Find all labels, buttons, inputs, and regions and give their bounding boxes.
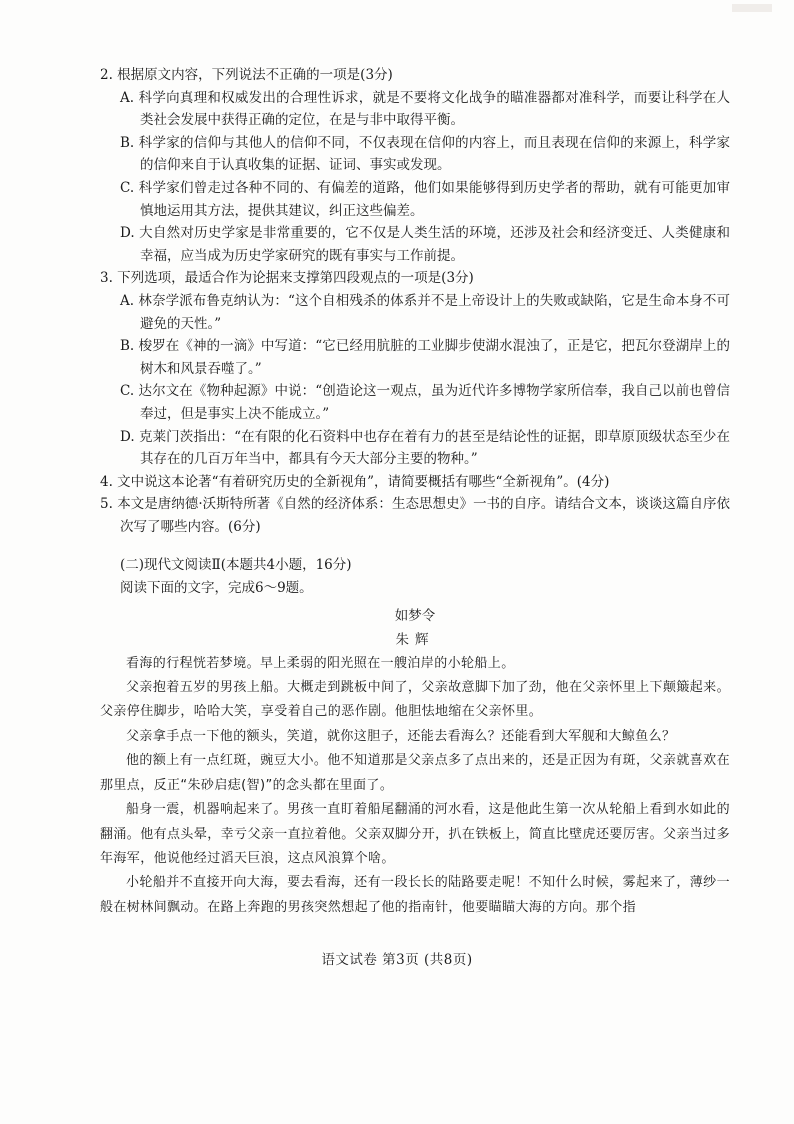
- question-3-stem: 3. 下列选项，最适合作为论据来支撑第四段观点的一项是(3分): [100, 270, 474, 287]
- question-4: 4. 文中说这本论著“有着研究历史的全新视角”，请简要概括有哪些“全新视角”。(4分): [100, 473, 610, 490]
- article-author: 朱辉: [395, 631, 435, 648]
- question-3-option-a: A. 林奈学派布鲁克纳认为：“这个自相残杀的体系并不是上帝设计上的失败或缺陷，它是生命本身不可避免的天性。”: [120, 292, 730, 332]
- question-2-option-d: D. 大自然对历史学家是非常重要的，它不仅是人类生活的环境，还涉及社会和经济变迁、人类健康和幸福，应当成为历史学家研究的既有事实与工作前提。: [120, 225, 730, 264]
- question-3-option-d: D. 克莱门茨指出：“在有限的化石资料中也存在着有力的甚至是结论性的证据，即草原顶级状态至少在其存在的几百万年当中，都具有今天大部分主要的物种。”: [120, 428, 730, 468]
- question-3-option-c: C. 达尔文在《物种起源》中说：“创造论这一观点，虽为近代许多博物学家所信奉，我自己以前也曾信奉过，但是事实上决不能成立。”: [120, 383, 730, 422]
- article-paragraph: 船身一震，机器响起来了。男孩一直盯着船尾翻涌的河水看，这是他此生第一次从轮船上看到水如此的翻涌。他有点头晕，幸亏父亲一直拉着他。父亲双脚分开，扒在铁板上，简直比壁虎还要厉害。父亲当过多年海军，他说他经过滔天巨浪，这点风浪算个啥。: [100, 802, 730, 866]
- page-footer: 语文试卷 第3页 (共8页): [321, 952, 473, 968]
- article-paragraph: 父亲拿手点一下他的额头，笑道，就你这胆子，还能去看海么？还能看到大军舰和大鲸鱼么？: [126, 728, 676, 744]
- scan-artifact: [732, 4, 772, 12]
- question-3-option-b: B. 梭罗在《神的一滴》中写道：“它已经用肮脏的工业脚步使湖水混浊了，正是它，把瓦尔登湖岸上的树木和风景吞噬了。”: [120, 338, 730, 377]
- article-paragraph: 他的额上有一点红斑，豌豆大小。他不知道那是父亲点多了点出来的，还是正因为有斑，父亲就喜欢在那里点，反正“朱砂启痣(智)”的念头都在里面了。: [100, 753, 730, 793]
- article-paragraph: 看海的行程恍若梦境。早上柔弱的阳光照在一艘泊岸的小轮船上。: [126, 655, 515, 671]
- question-2-option-a: A. 科学向真理和权威发出的合理性诉求，就是不要将文化战争的瞄准器都对准科学，而要让科学在人类社会发展中获得正确的定位，在是与非中取得平衡。: [120, 89, 730, 129]
- question-5: 5. 本文是唐纳德·沃斯特所著《自然的经济体系：生态思想史》一书的自序。请结合文本，谈谈这篇自序依次写了哪些内容。(6分): [100, 496, 730, 535]
- question-2-option-c: C. 科学家们曾走过各种不同的、有偏差的道路，他们如果能够得到历史学者的帮助，就有可能更加审慎地运用其方法，提供其建议，纠正这些偏差。: [120, 179, 730, 219]
- article-paragraph: 小轮船并不直接开向大海，要去看海，还有一段长长的陆路要走呢！不知什么时候，雾起来了，薄纱一般在树林间飘动。在路上奔跑的男孩突然想起了他的指南针，他要瞄瞄大海的方向。那个指: [100, 875, 730, 915]
- section-instruction: 阅读下面的文字，完成6～9题。: [120, 580, 313, 597]
- article-paragraph: 父亲抱着五岁的男孩上船。大概走到跳板中间了，父亲故意脚下加了劲，他在父亲怀里上下颠簸起来。父亲停住脚步，哈哈大笑，享受着自己的恶作剧。他胆怯地缩在父亲怀里。: [100, 680, 730, 720]
- question-2-option-b: B. 科学家的信仰与其他人的信仰不同，不仅表现在信仰的内容上，而且表现在信仰的来源上，科学家的信仰来自于认真收集的证据、证词、事实或发现。: [120, 134, 730, 174]
- question-2-stem: 2. 根据原文内容，下列说法不正确的一项是(3分): [100, 67, 393, 83]
- article-title: 如梦令: [394, 607, 436, 624]
- page-content: [100, 64, 730, 920]
- section-heading: (二)现代文阅读Ⅱ(本题共4小题，16分): [120, 557, 352, 574]
